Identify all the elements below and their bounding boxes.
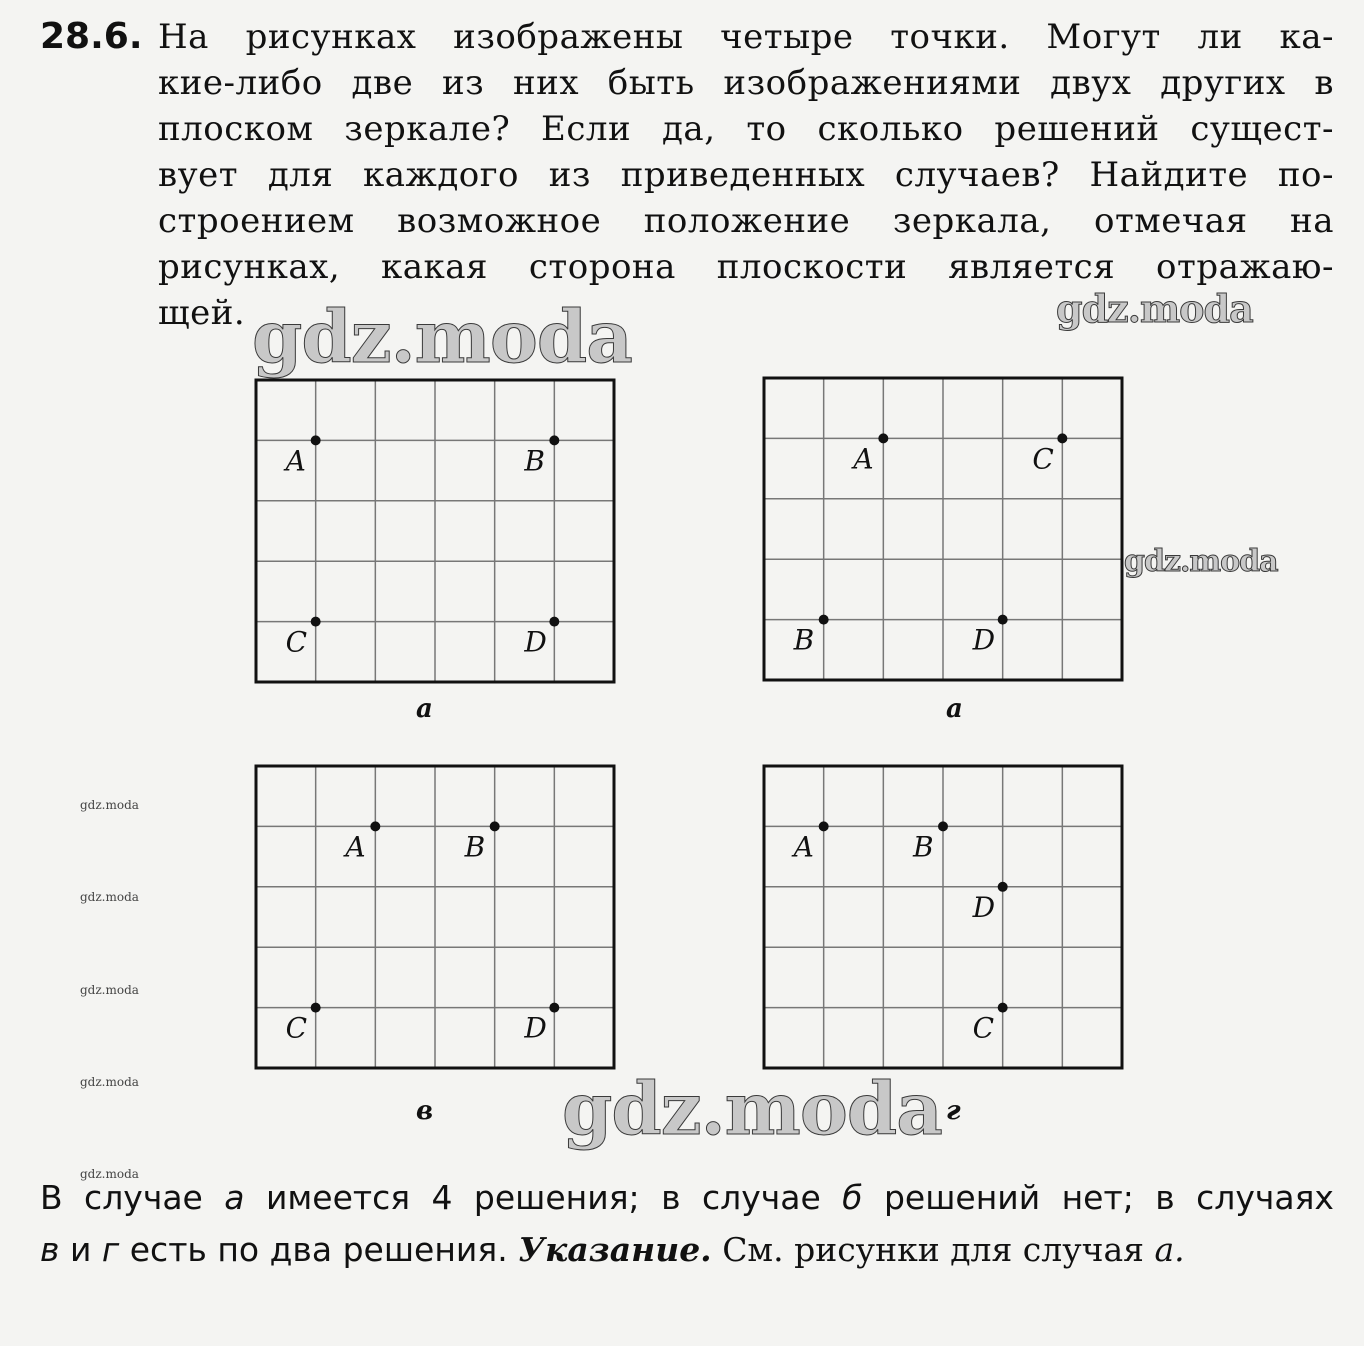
watermark-medium: gdz.moda [1056,286,1253,331]
point-label: C [285,625,308,659]
answer-text: имеется 4 решения; в случае [265,1178,821,1217]
watermark-small: gdz.moda [80,798,139,812]
answer-text: и [69,1230,92,1269]
grid-figure [254,378,616,684]
hint-case-label: а. [1154,1230,1185,1269]
watermark-small: gdz.moda [80,890,139,904]
figure-a [254,378,616,684]
point-label: B [524,444,545,478]
answer-case-label: б [842,1178,863,1217]
point-marker [1057,433,1067,443]
point-marker [549,435,559,445]
point-marker [998,1003,1008,1013]
grid-figure [762,376,1124,682]
watermark-large: gdz.moda [562,1066,942,1151]
figure-g [762,764,1124,1070]
point-label: A [793,830,814,864]
problem-line: На рисунках изображены четыре точки. Могут ли ка- [158,17,1334,57]
point-label: D [524,1011,547,1045]
watermark-small: gdz.moda [80,1167,139,1181]
point-marker [311,435,321,445]
point-label: B [793,623,815,657]
problem-line: строением возможное положение зеркала, отмечая на [158,201,1334,241]
watermark-small: gdz.moda [80,1075,139,1089]
point-marker [370,821,380,831]
point-marker [549,1003,559,1013]
point-label: D [972,890,996,924]
point-label: A [853,442,874,476]
figure-caption-a: а [416,694,433,724]
answer-text: есть по два решения. [129,1230,508,1269]
answer-text: В случае [40,1178,203,1217]
hint-text: См. рисунки для случая [722,1230,1144,1269]
watermark-large: gdz.moda [252,294,632,379]
point-marker [311,617,321,627]
problem-number: 28.6. [40,16,143,57]
point-marker [819,615,829,625]
grid-figure [762,764,1124,1070]
point-marker [998,615,1008,625]
point-marker [998,882,1008,892]
point-marker [490,821,500,831]
point-label: C [972,1011,995,1045]
answer-case-label: в [40,1230,60,1269]
problem-line: щей. [158,293,246,333]
watermark-medium: gdz.moda [1124,544,1278,579]
problem-line: плоском зеркале? Если да, то сколько решений сущест- [158,109,1334,149]
point-marker [819,821,829,831]
watermark-small: gdz.moda [80,983,139,997]
point-label: B [913,830,934,864]
figure-caption-v: в [416,1096,434,1126]
point-marker [549,617,559,627]
figure-b [762,376,1124,682]
point-marker [311,1003,321,1013]
answer-line-1 [40,1172,1334,1224]
figure-v [254,764,616,1070]
answer-line-2 [40,1224,1334,1276]
point-marker [878,433,888,443]
problem-line: вует для каждого из приведенных случаев? Найдите по- [158,155,1334,195]
grid-figure [254,764,616,1070]
answer-text: решений нет; в случаях [883,1178,1334,1217]
hint-label: Указание. [518,1230,712,1269]
problem-line: кие-либо две из них быть изображениями двух других в [158,63,1334,103]
point-label: A [285,444,306,478]
answer-block [40,1172,1334,1276]
point-label: A [345,830,366,864]
point-label: C [1032,442,1054,476]
point-label: D [972,623,996,657]
point-marker [938,821,948,831]
point-label: B [464,830,486,864]
point-label: D [524,625,547,659]
figure-caption-b: а [946,694,963,724]
answer-case-label: г [101,1230,120,1269]
point-label: C [285,1011,308,1045]
figure-caption-g: г [946,1096,961,1126]
problem-line: рисунках, какая сторона плоскости является отражаю- [158,247,1334,287]
answer-case-label: а [224,1178,245,1217]
